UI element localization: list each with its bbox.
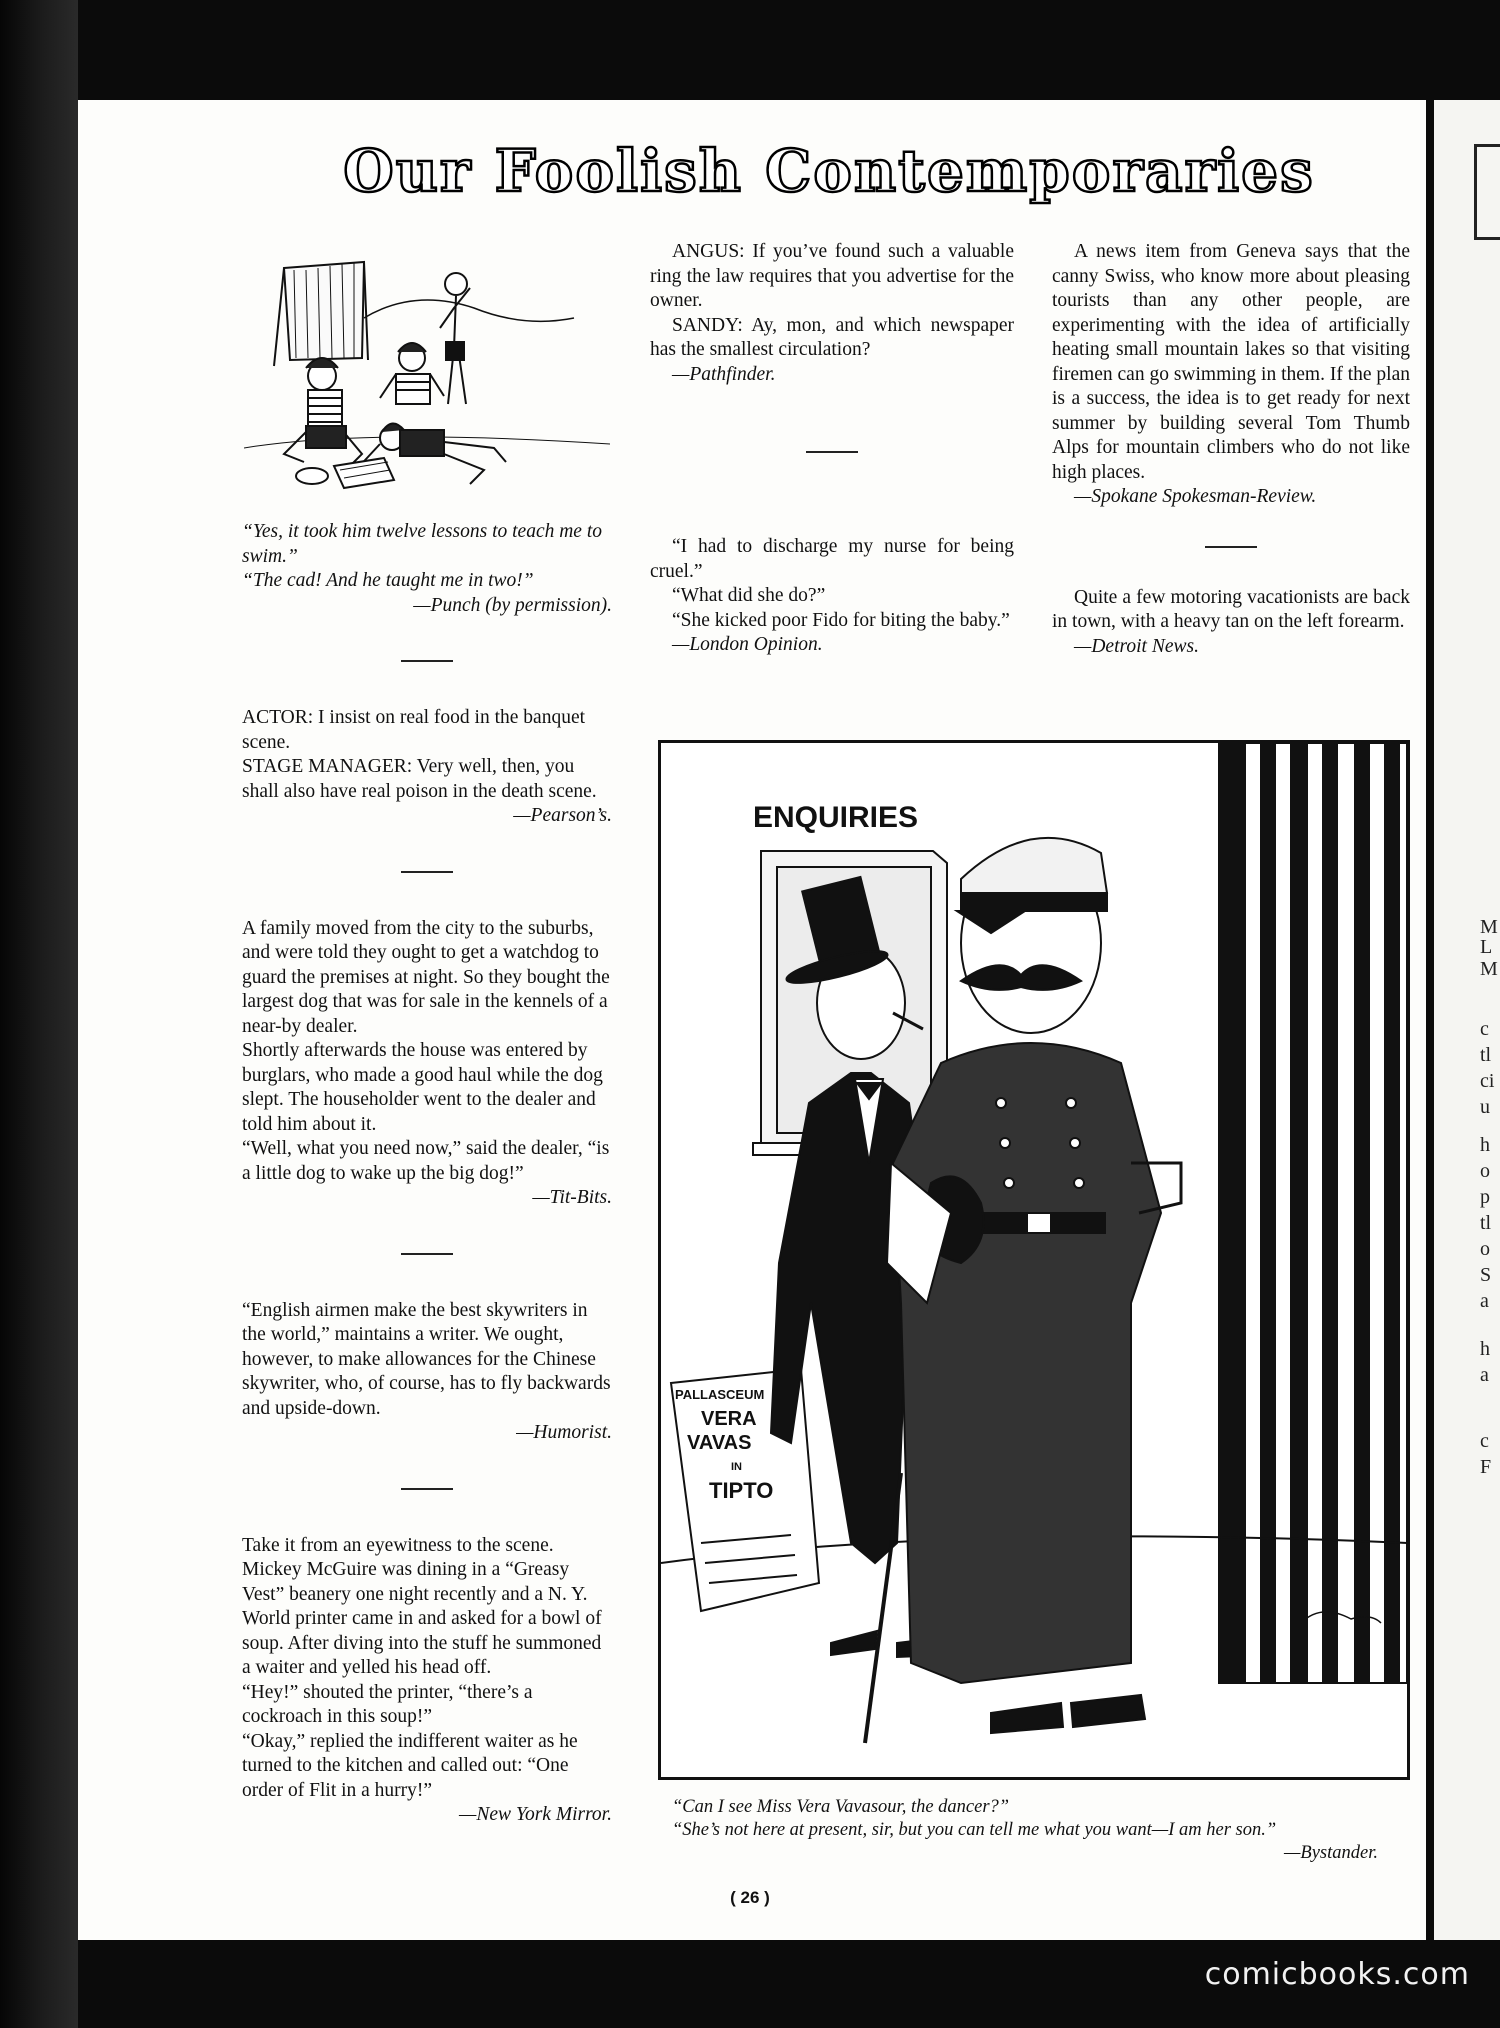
adjacent-page-letter: c bbox=[1480, 1430, 1489, 1452]
adjacent-page-letter: a bbox=[1480, 1364, 1489, 1386]
adjacent-page-letter: a bbox=[1480, 1290, 1489, 1312]
poster-line: PALLASCEUM bbox=[675, 1387, 765, 1402]
scan-left-edge bbox=[0, 0, 78, 2028]
joke-paragraph: “Okay,” replied the indifferent waiter as he turned to the kitchen and called out: “One order of Flit in a hurry!” bbox=[242, 1730, 578, 1801]
joke-source: —Spokane Spokesman-Review. bbox=[1074, 486, 1317, 507]
adjacent-page-letter: h bbox=[1480, 1338, 1490, 1360]
joke-source: —Humorist. bbox=[516, 1422, 612, 1443]
column-3 bbox=[1052, 240, 1410, 659]
section-rule bbox=[806, 451, 858, 453]
caption-line: “The cad! And he taught me in two!” bbox=[242, 570, 534, 591]
poster-line: TIPTO bbox=[709, 1478, 774, 1503]
enquiries-cartoon bbox=[658, 740, 1410, 1780]
joke-source: —London Opinion. bbox=[672, 634, 823, 655]
joke-geneva bbox=[1052, 240, 1410, 510]
caption-source: —Punch (by permission). bbox=[413, 594, 612, 616]
joke-watchdog bbox=[242, 917, 612, 1211]
section-rule bbox=[401, 871, 453, 873]
joke-paragraph: Shortly afterwards the house was entered by burglars, who made a good haul while the dog slept. The householder went to the dealer and told him about it. bbox=[242, 1040, 603, 1135]
caption-line: “She’s not here at present, sir, but you can tell me what you want—I am her son.” bbox=[672, 1820, 1277, 1840]
poster-line: IN bbox=[731, 1461, 742, 1473]
joke-paragraph: ANGUS: If you’ve found such a valuable ring the law requires that you advertise for the owner. bbox=[650, 241, 1014, 311]
poster-text bbox=[675, 1383, 815, 1503]
page-number: ( 26 ) bbox=[730, 1888, 770, 1907]
joke-motoring bbox=[1052, 586, 1410, 660]
joke-paragraph: A family moved from the city to the suburbs, and were told they ought to get a watchdog to guard the premises at night. So they bought the largest dog that was for sale in the kennels of a near-by dealer. bbox=[242, 917, 610, 1037]
adjacent-page-letter: u bbox=[1480, 1096, 1490, 1118]
enquiries-sign: ENQUIRIES bbox=[753, 801, 919, 834]
adjacent-page-letter: ci bbox=[1480, 1070, 1495, 1092]
adjacent-page-letter: c bbox=[1480, 1018, 1489, 1040]
caption-line: “Yes, it took him twelve lessons to teach me to swim.” bbox=[242, 521, 602, 567]
joke-source: —Pathfinder. bbox=[672, 363, 776, 385]
joke-paragraph: A news item from Geneva says that the canny Swiss, who know more about pleasing tourists than any other people, are experimenting with the idea of artificially heating small mountain lakes so that visiting firemen can go swimming in them. If the plan is a success, the idea is to get ready for next summer by building several Tom Thumb Alps for mountain climbers who do not like high places. bbox=[1052, 241, 1410, 483]
adjacent-page-letter: S bbox=[1480, 1264, 1492, 1286]
beach-cartoon-caption bbox=[242, 520, 612, 1828]
poster-line: VERA bbox=[701, 1408, 757, 1430]
joke-paragraph: “Hey!” shouted the printer, “there’s a cockroach in this soup!” bbox=[242, 1681, 533, 1727]
page-title: Our Foolish Contemporaries bbox=[343, 137, 1315, 205]
joke-source: —Tit-Bits. bbox=[532, 1187, 612, 1208]
joke-paragraph: Take it from an eyewitness to the scene. Mickey McGuire was dining in a “Greasy Vest” beanery one night recently and a N. Y. World printer came in and asked for a bowl of soup. After diving into the stuff he summoned a waiter and yelled his head off. bbox=[242, 1534, 602, 1678]
adjacent-page-letter: h bbox=[1480, 1134, 1490, 1156]
adjacent-page-letter: o bbox=[1480, 1238, 1490, 1260]
joke-paragraph: “I had to discharge my nurse for being cruel.” bbox=[650, 536, 1014, 582]
site-watermark: comicbooks.com bbox=[1204, 1957, 1470, 1992]
adjacent-page-letter: F bbox=[1480, 1456, 1492, 1478]
joke-paragraph: “What did she do?” bbox=[672, 585, 826, 606]
adjacent-page-box bbox=[1474, 144, 1500, 240]
enquiries-cartoon-illustration bbox=[661, 743, 1407, 1777]
joke-paragraph: SANDY: Ay, mon, and which newspaper has the smallest circulation? bbox=[650, 314, 1014, 360]
adjacent-page-letter: M bbox=[1480, 958, 1498, 980]
beach-cartoon-illustration bbox=[244, 248, 610, 510]
joke-paragraph: “She kicked poor Fido for biting the baby.” bbox=[672, 609, 1010, 631]
caption-source: —Bystander. bbox=[1283, 1843, 1378, 1863]
caption-line: “Can I see Miss Vera Vavasour, the dancer?” bbox=[672, 1797, 1010, 1817]
poster-line: VAVAS bbox=[687, 1432, 752, 1454]
joke-paragraph: ACTOR: I insist on real food in the banquet scene. bbox=[242, 707, 586, 753]
joke-paragraph: Quite a few motoring vacationists are back in town, with a heavy tan on the left forearm. bbox=[1052, 586, 1410, 632]
joke-paragraph: “Well, what you need now,” said the dealer, “is a little dog to wake up the big dog!” bbox=[242, 1138, 610, 1184]
enquiries-cartoon-caption bbox=[672, 1796, 1412, 1865]
adjacent-page-letter: o bbox=[1480, 1160, 1490, 1182]
adjacent-page-letter: tl bbox=[1480, 1212, 1492, 1234]
adjacent-page-letter: M bbox=[1480, 916, 1498, 938]
joke-source: —New York Mirror. bbox=[459, 1804, 612, 1825]
joke-paragraph: STAGE MANAGER: Very well, then, you shall also have real poison in the death scene. bbox=[242, 756, 597, 802]
joke-actor bbox=[242, 706, 612, 829]
column-2 bbox=[650, 240, 1014, 658]
joke-source: —Detroit News. bbox=[1074, 635, 1199, 657]
section-rule bbox=[1205, 546, 1257, 548]
joke-soup bbox=[242, 1534, 612, 1828]
section-rule bbox=[401, 1253, 453, 1255]
adjacent-page-letter: p bbox=[1480, 1186, 1490, 1208]
section-rule bbox=[401, 660, 453, 662]
joke-source: —Pearson’s. bbox=[513, 805, 612, 826]
joke-paragraph: “English airmen make the best skywriters in the world,” maintains a writer. We ought, however, to make allowances for the Chinese skywriter, who, of course, has to fly backwards and upside-down. bbox=[242, 1299, 611, 1419]
joke-nurse bbox=[650, 535, 1014, 658]
joke-skywriters bbox=[242, 1299, 612, 1446]
section-rule bbox=[401, 1488, 453, 1490]
adjacent-page-letter: tl bbox=[1480, 1044, 1492, 1066]
adjacent-page-letter: L bbox=[1480, 936, 1493, 958]
adjacent-page-edge bbox=[1434, 100, 1500, 1940]
joke-angus-sandy bbox=[650, 240, 1014, 387]
